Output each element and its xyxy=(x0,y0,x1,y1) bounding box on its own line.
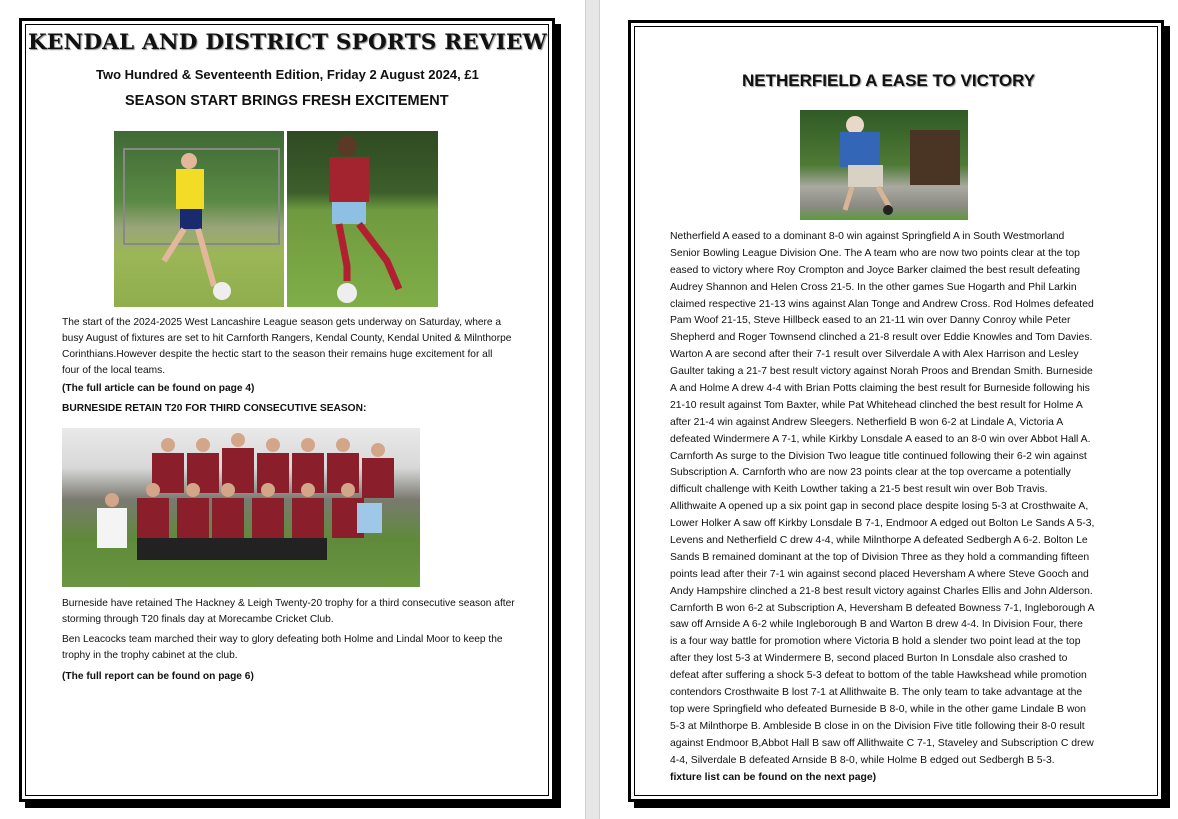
story2-heading: BURNESIDE RETAIN T20 FOR THIRD CONSECUTIVE SEASON: xyxy=(62,403,367,414)
text-line: trophy in the trophy cabinet at the club. xyxy=(62,650,238,661)
text-line: busy August of fixtures are set to hit Carnforth Rangers, Kendal County, Kendal United & Milnthorpe xyxy=(62,333,512,344)
text-line: Senior Bowling League Division One. The A team who are now two points clear at the top xyxy=(670,247,1080,259)
text-line: top were Springfield who defeated Burneside B 8-0, while in the other game Lindale B won xyxy=(670,703,1086,715)
text-line: Andy Hampshire clinched a 21-8 best result victory against Charles Ellis and John Alderson. xyxy=(670,585,1093,597)
photo-burneside-team xyxy=(62,428,420,587)
story1-body xyxy=(62,315,511,379)
text-line: A and Holme A drew 4-4 with Brian Potts claiming the best result for Burneside following his xyxy=(670,383,1090,395)
photo-bowls-player xyxy=(800,110,968,220)
fixture-reference-line: fixture list can be found on the next page) xyxy=(670,771,877,783)
headline-season-start: SEASON START BRINGS FRESH EXCITEMENT xyxy=(125,93,449,109)
text-line: Ben Leacocks team marched their way to glory defeating both Holme and Lindal Moor to keep the xyxy=(62,634,503,645)
photo-yellow-kit-player xyxy=(114,131,284,307)
text-line: Carnforth As surge to the Division Two league title continued following their 6-2 win against xyxy=(670,450,1087,462)
page-gap-scroll-area xyxy=(585,0,600,819)
text-line: after they lost 5-3 at Windermere B, second placed Burton In Lonsdale also crashed to xyxy=(670,653,1068,665)
text-line: contendors Crosthwaite B lost 7-1 at Allithwaite B. The only team to take advantage at the xyxy=(670,687,1083,699)
text-line: 21-10 result against Tom Baxter, while Pat Whitehead clinched the best result for Holme A xyxy=(670,399,1083,411)
text-line: Netherfield A eased to a dominant 8-0 win against Springfield A in South Westmorland xyxy=(670,231,1065,242)
text-line: is a four way battle for promotion where Victoria B hold a slender two point lead at the top xyxy=(670,636,1081,648)
article-body xyxy=(670,229,1095,786)
text-line: after 21-4 win against Andrew Sleegers. Netherfield B won 6-2 at Lindale A, Victoria A xyxy=(670,416,1064,428)
photo-maroon-kit-player xyxy=(287,131,438,307)
story2-paragraph-2 xyxy=(62,632,503,664)
text-line: Carnforth B won 6-2 at Subscription A, Heversham B defeated Bowness 7-1, Ingleborough A xyxy=(670,602,1095,614)
edition-line: Two Hundred & Seventeenth Edition, Friday 2 August 2024, £1 xyxy=(96,67,479,82)
text-line: Warton A are second after their 7-1 result over Silverdale A with Alex Harrison and Lesley xyxy=(670,349,1079,361)
text-line: The start of the 2024-2025 West Lancashire League season gets underway on Saturday, where a xyxy=(62,317,502,328)
text-line: Sands B remained dominant at the top of Division Three as they hold a commanding fifteen xyxy=(670,551,1090,563)
text-line: Subscription A. Carnforth who are now 23 points clear at the top overcame a potentially xyxy=(670,467,1071,479)
text-line: eased to victory where Roy Crompton and Joyce Barker claimed the best result defeating xyxy=(670,264,1081,276)
headline-netherfield: NETHERFIELD A EASE TO VICTORY xyxy=(742,71,1036,90)
text-line: defeated Windermere A 7-1, while Kirkby Lonsdale A eased to an 8-0 win over Abbot Hall A. xyxy=(670,433,1091,445)
text-line: claimed respective 21-13 wins against Alan Tonge and Andrew Cross. Rod Holmes defeated xyxy=(670,298,1094,310)
text-line: Pam Woof 21-15, Steve Hillbeck eased to an 21-11 win over Danny Conroy while Peter xyxy=(670,315,1071,327)
text-line: Levens and Netherfield C drew 4-4, while Milnthorpe A defeated Sedbergh A 6-2. Bolton Le xyxy=(670,535,1088,547)
text-line: Audrey Shannon and Helen Cross 21-5. In the other games Sue Hogarth and Phil Larkin xyxy=(670,281,1077,293)
text-line: Gaulter taking a 21-7 best result victory against Norah Proos and Brendan Smith. Burneside xyxy=(670,366,1093,378)
text-line: 4-4, Silverdale B defeated Arnside B 8-0, while Holme B edged out Sedbergh B 5-3. xyxy=(670,754,1055,766)
text-line: 5-3 at Milnthorpe B. Ambleside B close in on the Division Five title following their 8-0 result xyxy=(670,720,1085,732)
text-line: Burneside have retained The Hackney & Leigh Twenty-20 trophy for a third consecutive season after xyxy=(62,598,515,609)
text-line: against Endmoor B,Abbot Hall B saw off Allithwaite C 7-1, Staveley and Subscription C drew xyxy=(670,737,1094,749)
story2-paragraph-1 xyxy=(62,596,515,628)
text-line: points lead after their 7-1 win against second placed Heversham A where Steve Gooch and xyxy=(670,568,1089,580)
story2-page-reference: (The full report can be found on page 6) xyxy=(62,671,254,682)
text-line: four of the local teams. xyxy=(62,365,166,376)
text-line: saw off Arnside A 6-2 while Ingleborough B and Warton B drew 4-4. In Division Four, there xyxy=(670,619,1083,631)
text-line: storming through T20 finals day at Morecambe Cricket Club. xyxy=(62,614,334,625)
masthead-title: KENDAL AND DISTRICT SPORTS REVIEW xyxy=(28,30,547,55)
text-line: Shepherd and Roger Townsend clinched a 21-8 result over Eddie Knowles and Tom Davies. xyxy=(670,332,1093,344)
text-line: Lower Holker A saw off Kirkby Lonsdale B 7-1, Endmoor A edged out Bolton Le Sands A 5-3, xyxy=(670,518,1095,530)
text-line: defeat after suffering a shock 5-3 defeat to bottom of the table Hawkshead while promotion xyxy=(670,670,1087,682)
text-line: difficult challenge with Keith Lowther taking a 21-5 best result win over Bob Travis. xyxy=(670,484,1048,496)
text-line: Corinthians.However despite the hectic start to the season their remains huge excitement for all xyxy=(62,349,493,360)
story1-page-reference: (The full article can be found on page 4) xyxy=(62,383,255,394)
text-line: Allithwaite A opened up a six point gap in second place despite losing 5-3 at Crosthwaite A, xyxy=(670,501,1089,513)
